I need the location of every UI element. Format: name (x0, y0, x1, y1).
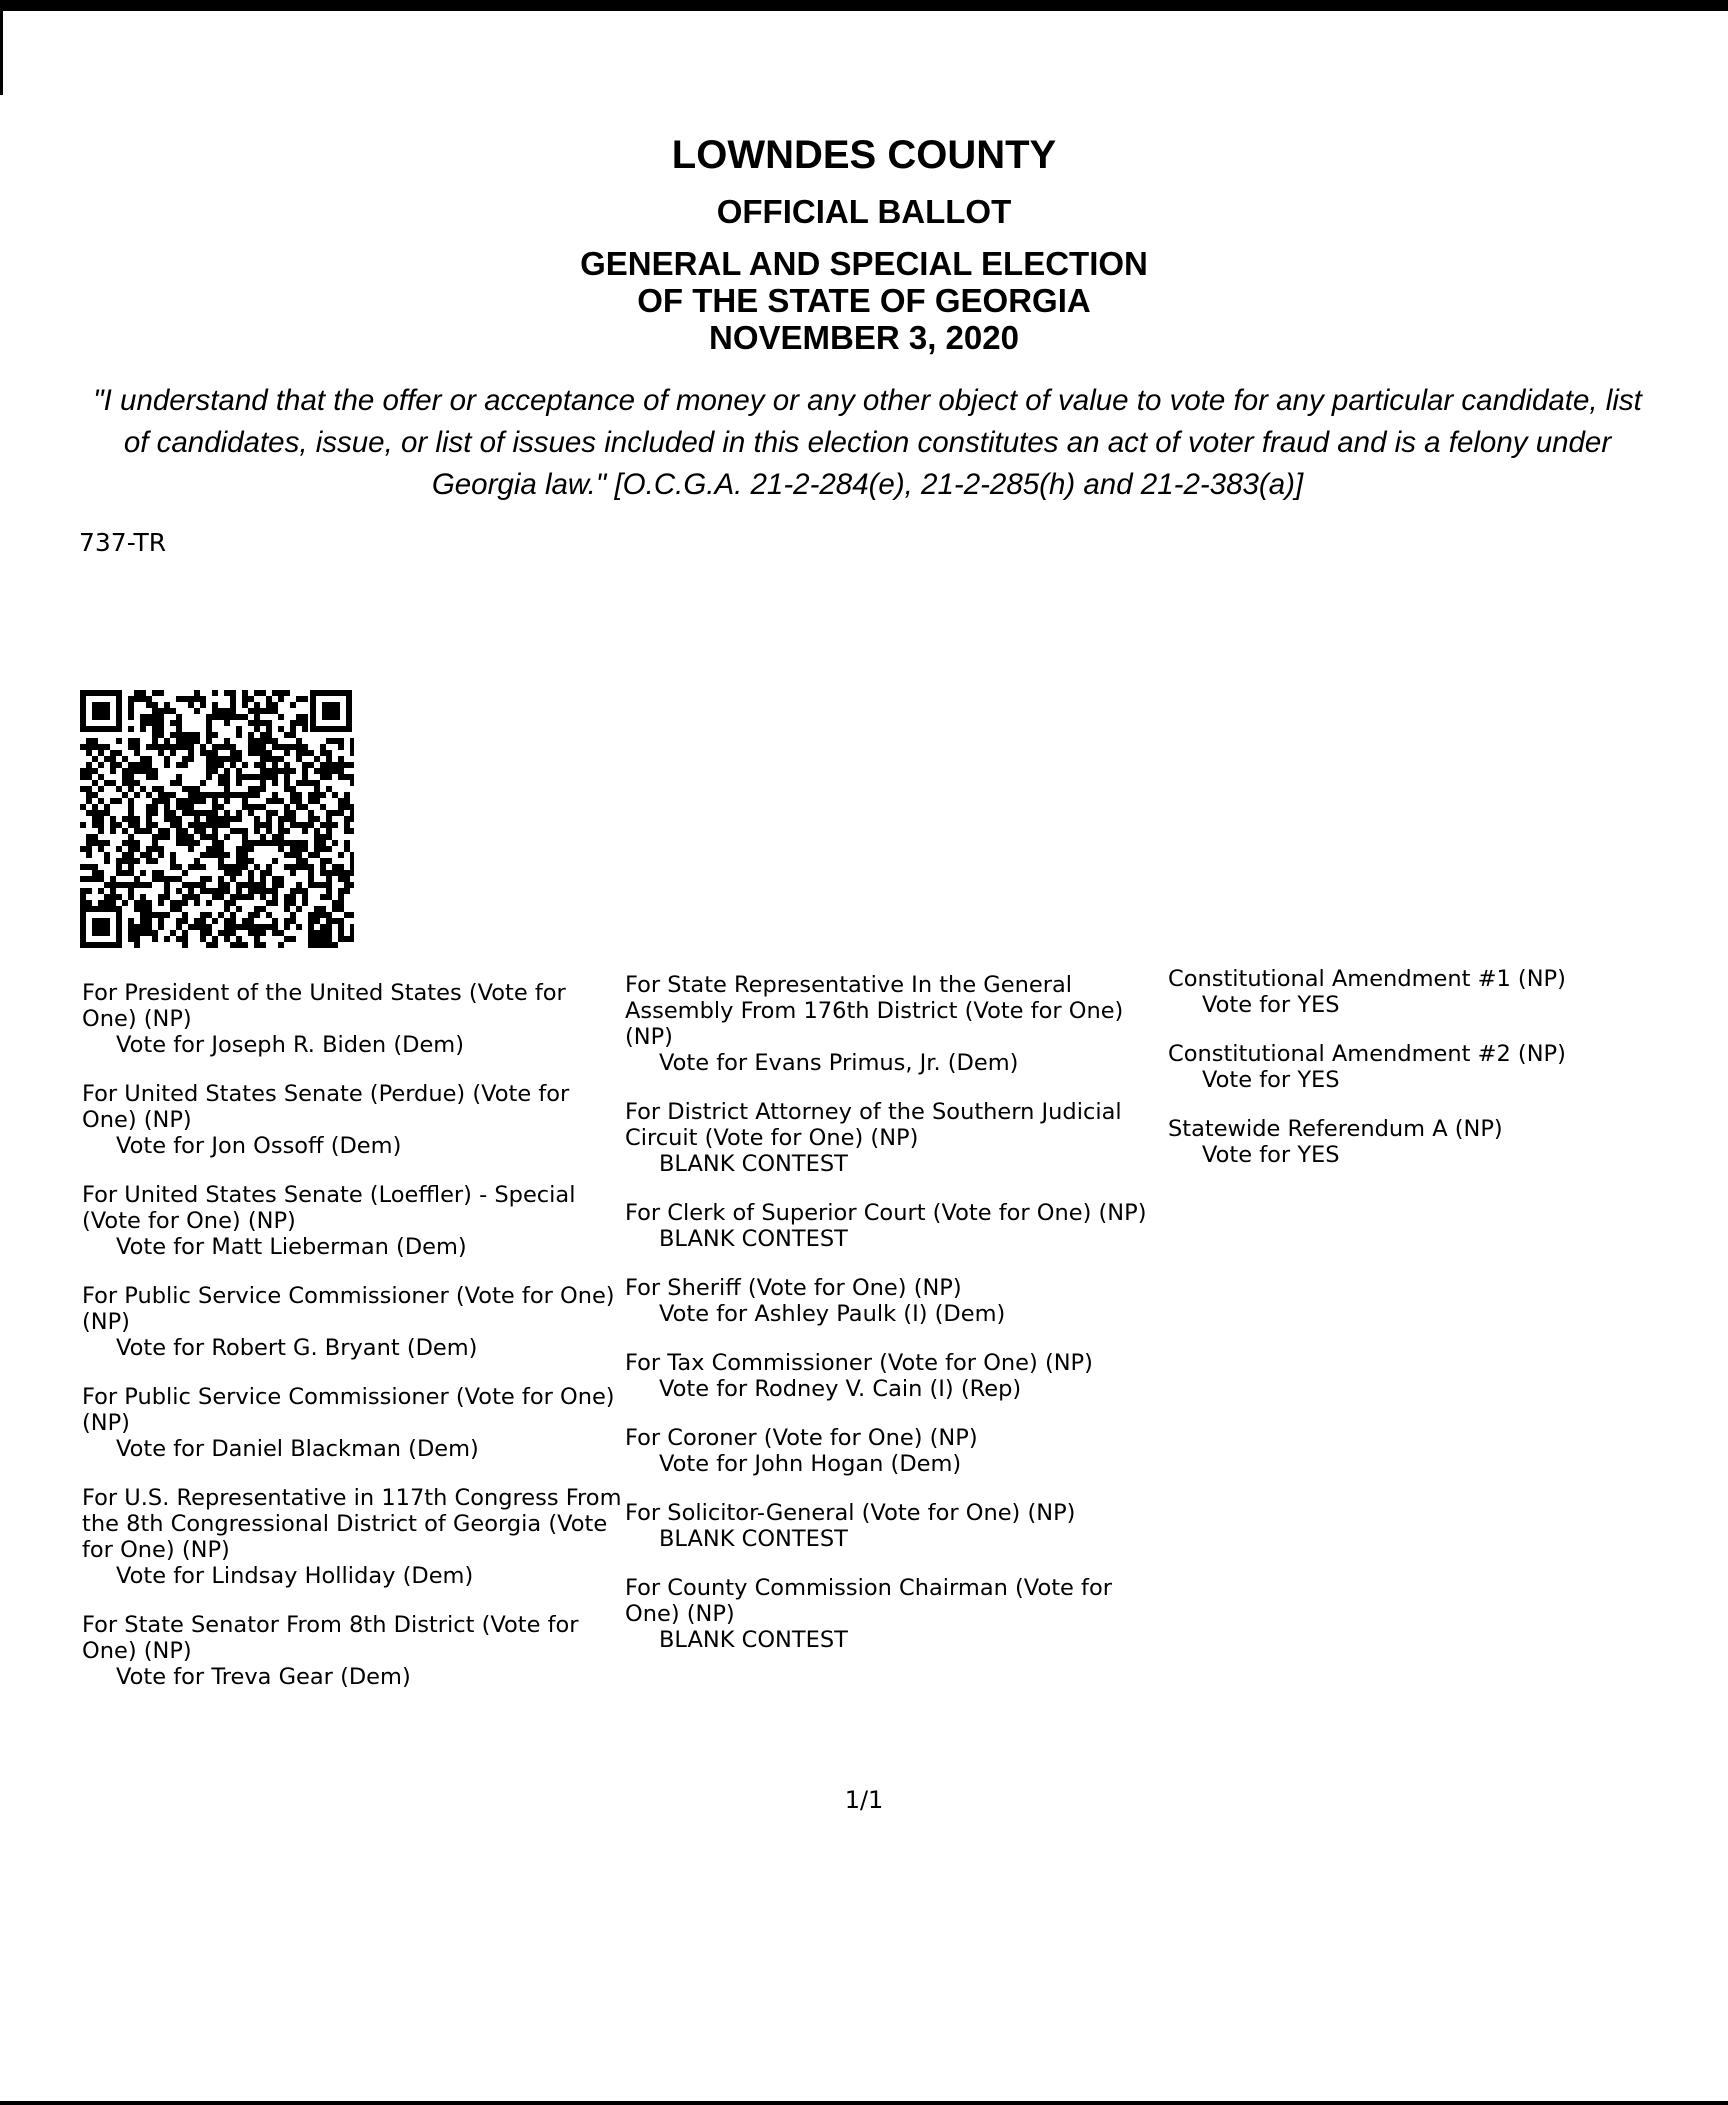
contest-column-2 (625, 972, 1170, 1676)
contest-item (82, 1485, 622, 1589)
contest-title: For Public Service Commissioner (Vote for One) (NP) (82, 1283, 615, 1335)
contest-title: Statewide Referendum A (NP) (1168, 1116, 1503, 1142)
contest-title: For Solicitor-General (Vote for One) (NP) (625, 1500, 1076, 1526)
contest-title: For Coroner (Vote for One) (NP) (625, 1425, 978, 1451)
contest-item (1168, 1116, 1713, 1168)
contest-title: For United States Senate (Loeffler) - Special (Vote for One) (NP) (82, 1182, 576, 1234)
contest-item (82, 1384, 622, 1462)
qr-finder-bottom-left (80, 906, 122, 948)
contest-item (82, 980, 622, 1058)
ballot-style-id: 737-TR (79, 528, 167, 557)
contest-choice: Vote for YES (1202, 1067, 1340, 1093)
contest-item (625, 972, 1170, 1076)
contest-item (625, 1099, 1170, 1177)
scan-left-edge (0, 0, 3, 95)
contest-title: For Clerk of Superior Court (Vote for One) (NP) (625, 1200, 1147, 1226)
contest-choice: Vote for Treva Gear (Dem) (116, 1664, 411, 1690)
contest-title: For Sheriff (Vote for One) (NP) (625, 1275, 962, 1301)
contest-title: For State Senator From 8th District (Vote for One) (NP) (82, 1612, 579, 1664)
contest-choice: Vote for Lindsay Holliday (Dem) (116, 1563, 474, 1589)
contest-item (1168, 1041, 1713, 1093)
contest-title: Constitutional Amendment #1 (NP) (1168, 966, 1566, 992)
county-title: LOWNDES COUNTY (671, 133, 1057, 177)
contest-title: For President of the United States (Vote for One) (NP) (82, 980, 566, 1032)
election-title-line2: OF THE STATE OF GEORGIA (637, 282, 1091, 319)
contest-item (625, 1200, 1170, 1252)
contest-item (625, 1350, 1170, 1402)
qr-code (78, 688, 354, 950)
contest-item (625, 1500, 1170, 1552)
contest-choice: Vote for Ashley Paulk (I) (Dem) (659, 1301, 1006, 1327)
voter-fraud-oath: "I understand that the offer or acceptance of money or any other object of value to vote for any particular candidate, list of candidates, issue, or list of issues included in this election constitutes an act of voter fraud and is a felony under Georgia law." [O.C.G.A. 21-2-284(e), 21-2-285(h) and 21-2-383(a)] (93, 384, 1642, 501)
contest-choice: BLANK CONTEST (659, 1151, 848, 1177)
contest-column-3 (1168, 966, 1713, 1191)
contest-title: For County Commission Chairman (Vote for One) (NP) (625, 1575, 1112, 1627)
contest-choice: Vote for Matt Lieberman (Dem) (116, 1234, 467, 1260)
qr-finder-top-right (310, 690, 352, 732)
contest-choice: Vote for Evans Primus, Jr. (Dem) (659, 1050, 1019, 1076)
scan-top-border (0, 0, 1728, 11)
page-number: 1/1 (844, 1786, 884, 1814)
ballot-title: OFFICIAL BALLOT (716, 193, 1012, 230)
contest-item (625, 1425, 1170, 1477)
contest-choice: Vote for Robert G. Bryant (Dem) (116, 1335, 478, 1361)
contest-item (82, 1182, 622, 1260)
scan-bottom-edge (0, 2101, 1728, 2105)
contest-title: For Public Service Commissioner (Vote for One) (NP) (82, 1384, 615, 1436)
contest-choice: Vote for Joseph R. Biden (Dem) (116, 1032, 464, 1058)
contest-title: For District Attorney of the Southern Judicial Circuit (Vote for One) (NP) (625, 1099, 1122, 1151)
qr-finder-top-left (80, 690, 122, 732)
contest-title: Constitutional Amendment #2 (NP) (1168, 1041, 1566, 1067)
contest-item (82, 1283, 622, 1361)
contest-choice: Vote for Jon Ossoff (Dem) (116, 1133, 402, 1159)
contest-title: For United States Senate (Perdue) (Vote for One) (NP) (82, 1081, 570, 1133)
contest-choice: Vote for Rodney V. Cain (I) (Rep) (659, 1376, 1022, 1402)
contest-choice: BLANK CONTEST (659, 1226, 848, 1252)
contest-item (625, 1575, 1170, 1653)
contest-choice: Vote for Daniel Blackman (Dem) (116, 1436, 479, 1462)
contest-choice: BLANK CONTEST (659, 1627, 848, 1653)
contest-item (625, 1275, 1170, 1327)
contest-column-1 (82, 980, 622, 1713)
election-title-line1: GENERAL AND SPECIAL ELECTION (580, 245, 1148, 282)
contest-item (1168, 966, 1713, 1018)
contest-choice: Vote for YES (1202, 1142, 1340, 1168)
contest-title: For State Representative In the General Assembly From 176th District (Vote for One) (NP) (625, 972, 1124, 1050)
contest-choice: Vote for YES (1202, 992, 1340, 1018)
contest-title: For Tax Commissioner (Vote for One) (NP) (625, 1350, 1093, 1376)
contest-choice: BLANK CONTEST (659, 1526, 848, 1552)
contest-choice: Vote for John Hogan (Dem) (659, 1451, 962, 1477)
election-date: NOVEMBER 3, 2020 (709, 319, 1019, 356)
contest-item (82, 1612, 622, 1690)
contest-title: For U.S. Representative in 117th Congress From the 8th Congressional District of Georgia (Vote for One) (NP) (82, 1485, 622, 1563)
contest-item (82, 1081, 622, 1159)
